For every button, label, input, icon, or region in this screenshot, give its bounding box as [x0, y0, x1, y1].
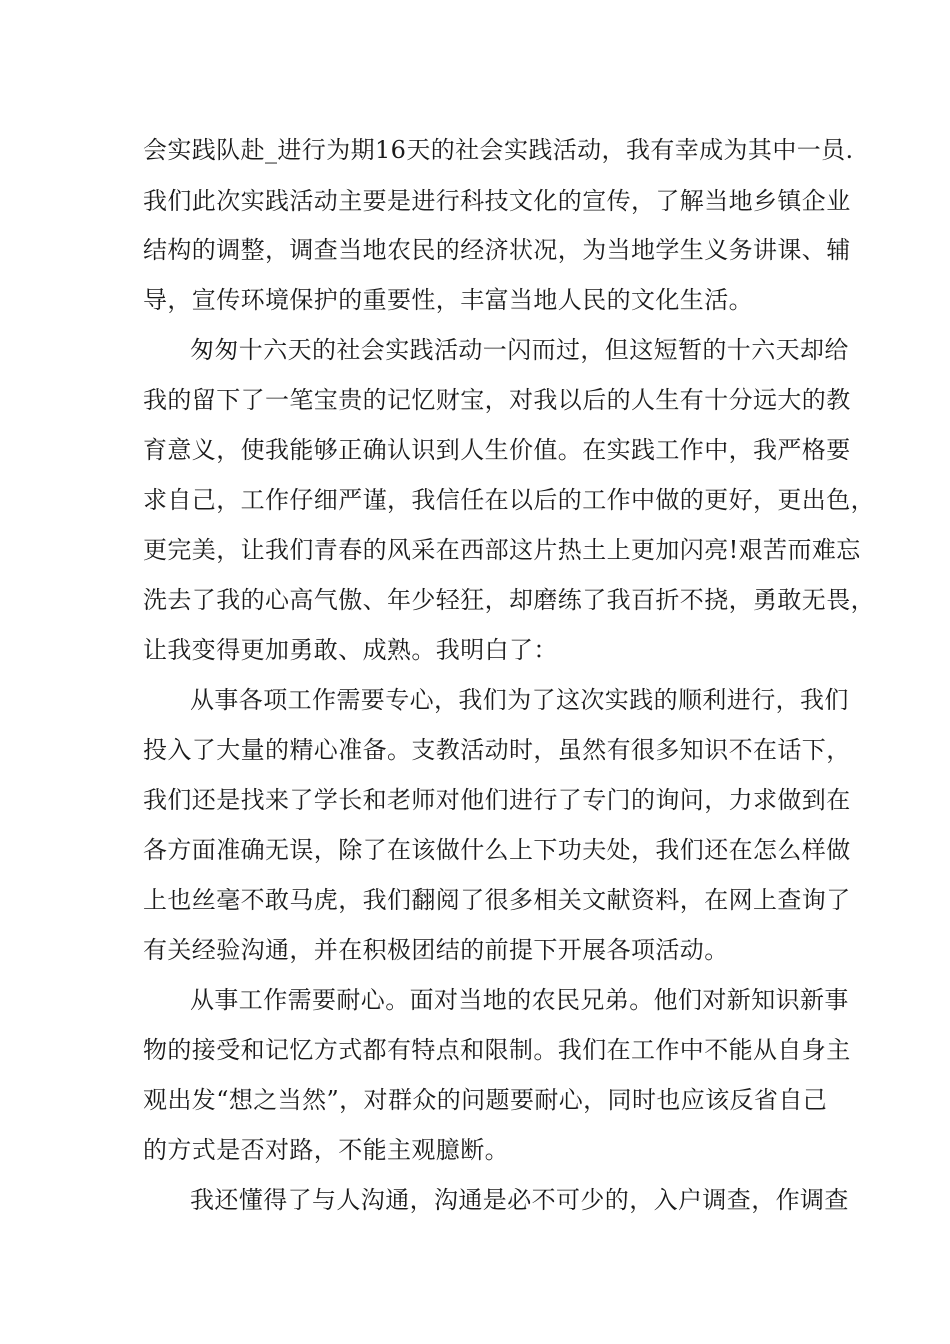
text-line: 的方式是否对路，不能主观臆断。	[143, 1136, 509, 1164]
text-line: 物的接受和记忆方式都有特点和限制。我们在工作中不能从自身主	[143, 1036, 851, 1064]
paragraph-start-line: 从事工作需要耐心。面对当地的农民兄弟。他们对新知识新事	[190, 986, 849, 1014]
text-line: 观出发“想之当然”，对群众的问题要耐心，同时也应该反省自己	[143, 1086, 828, 1114]
text-line: 我们还是找来了学长和老师对他们进行了专门的询问，力求做到在	[143, 786, 851, 814]
text-line: 更完美，让我们青春的风采在西部这片热土上更加闪亮!艰苦而难忘	[143, 536, 861, 564]
paragraph-start-line: 匆匆十六天的社会实践活动一闪而过，但这短暂的十六天却给	[190, 336, 849, 364]
text-line: 各方面准确无误，除了在该做什么上下功夫处，我们还在怎么样做	[143, 836, 851, 864]
text-line: 结构的调整，调查当地农民的经济状况，为当地学生义务讲课、辅	[143, 236, 851, 264]
text-line: 导，宣传环境保护的重要性，丰富当地人民的文化生活。	[143, 286, 753, 314]
paragraph-start-line: 从事各项工作需要专心，我们为了这次实践的顺利进行，我们	[190, 686, 849, 714]
text-line: 上也丝毫不敢马虎，我们翻阅了很多相关文献资料，在网上查询了	[143, 886, 851, 914]
text-line: 有关经验沟通，并在积极团结的前提下开展各项活动。	[143, 936, 729, 964]
text-line: 会实践队赴_进行为期16天的社会实践活动，我有幸成为其中一员.	[143, 136, 854, 164]
text-line: 育意义，使我能够正确认识到人生价值。在实践工作中，我严格要	[143, 436, 851, 464]
text-line: 求自己，工作仔细严谨，我信任在以后的工作中做的更好，更出色，	[143, 486, 875, 514]
paragraph-start-line: 我还懂得了与人沟通，沟通是必不可少的，入户调查，作调查	[190, 1186, 849, 1214]
text-line: 投入了大量的精心准备。支教活动时，虽然有很多知识不在话下，	[143, 736, 851, 764]
text-line: 让我变得更加勇敢、成熟。我明白了：	[143, 636, 558, 664]
text-line: 我们此次实践活动主要是进行科技文化的宣传，了解当地乡镇企业	[143, 187, 851, 215]
text-line: 洗去了我的心高气傲、年少轻狂，却磨练了我百折不挠，勇敢无畏，	[143, 586, 875, 614]
text-line: 我的留下了一笔宝贵的记忆财宝，对我以后的人生有十分远大的教	[143, 386, 851, 414]
